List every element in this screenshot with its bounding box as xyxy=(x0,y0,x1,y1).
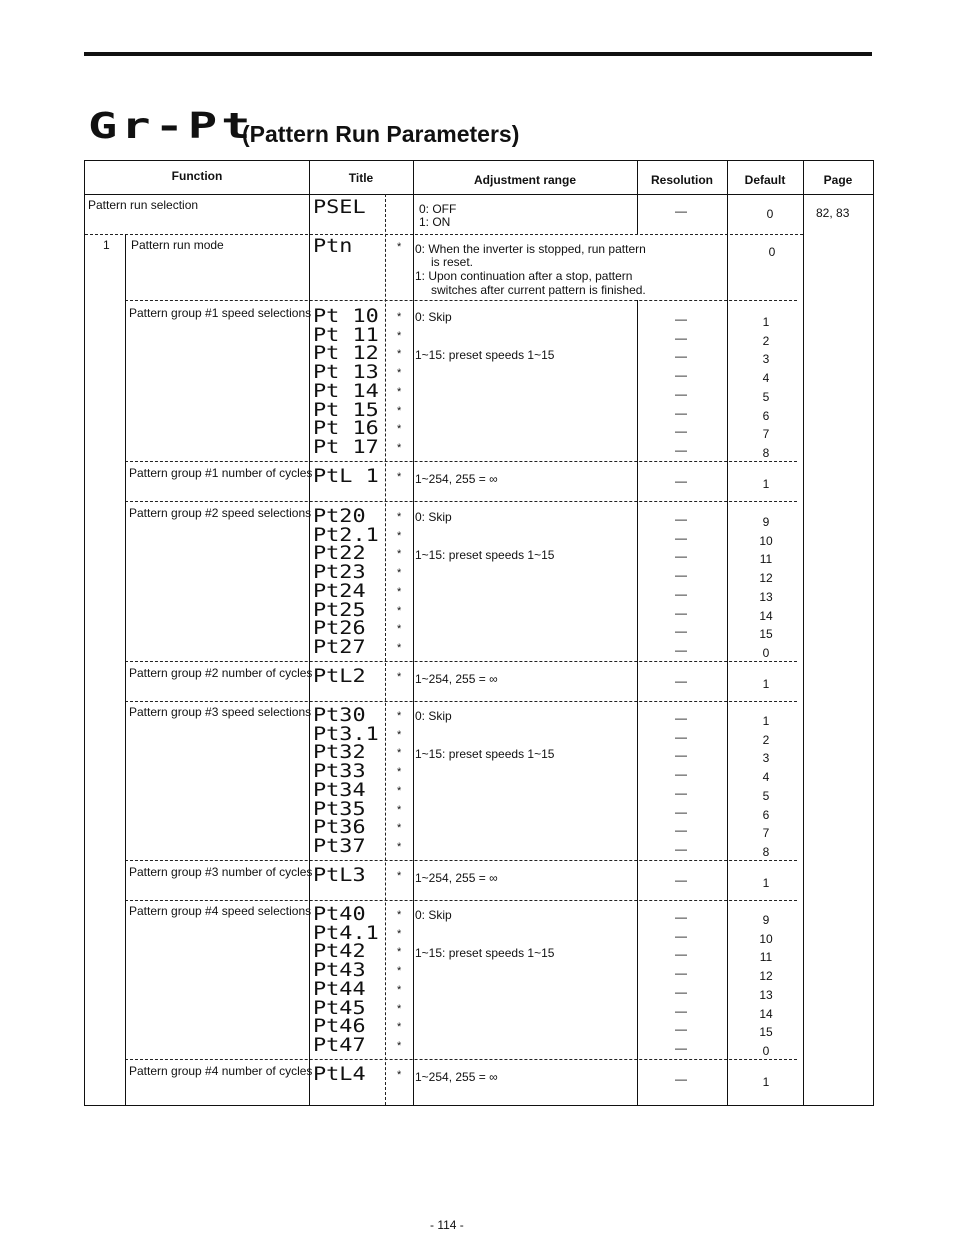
resolution-dash: — xyxy=(675,841,687,856)
group-range: 1~15: preset speeds 1~15 xyxy=(415,946,555,960)
cycles-default: 1 xyxy=(762,876,770,890)
cycles-code: PtL3 xyxy=(313,864,366,886)
star-mark: * xyxy=(397,385,402,398)
star-mark: * xyxy=(397,840,402,853)
group-range: 0: Skip xyxy=(415,709,452,723)
default-value: 13 xyxy=(759,589,773,604)
cycles-code: PtL 1 xyxy=(313,465,379,487)
row-default: 0 xyxy=(768,245,776,259)
star-mark: * xyxy=(397,1069,402,1081)
resolution-dash: — xyxy=(675,442,687,457)
default-value: 7 xyxy=(762,427,770,442)
col-function: Function xyxy=(171,169,223,183)
speed-code: Pt3.1 xyxy=(313,722,379,745)
row-page: 82, 83 xyxy=(816,206,850,220)
group-code: Gr-Pt xyxy=(88,106,255,147)
row-range: 1: Upon continuation after a stop, pattern xyxy=(415,269,633,283)
resolution-dash: — xyxy=(675,1040,687,1055)
resolution-dash: — xyxy=(675,386,687,401)
star-mark: * xyxy=(397,710,402,722)
star-mark: * xyxy=(397,946,402,959)
default-value: 11 xyxy=(759,552,773,567)
resolution-dash: — xyxy=(675,947,687,962)
star-mark: * xyxy=(397,623,402,636)
resolution-dash: — xyxy=(675,674,687,688)
speed-code: Pt36 xyxy=(313,816,366,839)
resolution-dash: — xyxy=(675,586,687,601)
speed-code: Pt 16 xyxy=(313,417,379,440)
default-value: 2 xyxy=(762,333,770,348)
speed-code: Pt35 xyxy=(313,797,366,820)
star-mark: * xyxy=(397,747,402,760)
col-range: Adjustment range xyxy=(473,173,576,187)
star-mark: * xyxy=(397,965,402,978)
row-range: switches after current pattern is finished. xyxy=(431,283,646,297)
resolution-dash: — xyxy=(675,549,687,564)
default-value: 12 xyxy=(759,969,773,984)
default-value: 2 xyxy=(762,732,770,747)
star-mark: * xyxy=(397,367,402,380)
default-value: 15 xyxy=(759,1025,773,1040)
star-mark: * xyxy=(397,404,402,417)
default-value: 5 xyxy=(762,788,770,803)
col-default: Default xyxy=(744,173,786,187)
cycles-range: 1~254, 255 = ∞ xyxy=(415,1070,498,1084)
col-resolution: Resolution xyxy=(651,173,713,187)
page-number: - 114 - xyxy=(430,1218,464,1232)
top-rule xyxy=(84,52,872,56)
col-page: Page xyxy=(823,173,853,187)
default-value: 10 xyxy=(759,533,773,548)
cycles-code: PtL2 xyxy=(313,665,366,687)
resolution-dash: — xyxy=(675,512,687,526)
star-mark: * xyxy=(397,329,402,342)
row-number: 1 xyxy=(103,238,110,252)
cycles-function: Pattern group #2 number of cycles xyxy=(129,666,313,680)
group-range: 1~15: preset speeds 1~15 xyxy=(415,747,555,761)
resolution-dash: — xyxy=(675,642,687,657)
star-mark: * xyxy=(397,766,402,779)
resolution-dash: — xyxy=(675,804,687,819)
star-mark: * xyxy=(397,909,402,921)
group-function: Pattern group #4 speed selections xyxy=(129,904,312,918)
cycles-range: 1~254, 255 = ∞ xyxy=(415,472,498,486)
default-value: 14 xyxy=(759,608,773,623)
resolution-dash: — xyxy=(675,424,687,439)
star-mark: * xyxy=(397,671,402,683)
speed-code: Pt44 xyxy=(313,977,366,1000)
default-value: 8 xyxy=(762,445,770,460)
page-title: (Pattern Run Parameters) xyxy=(242,121,520,147)
resolution-dash: — xyxy=(675,405,687,420)
speed-code: Pt45 xyxy=(313,996,366,1019)
cycles-default: 1 xyxy=(762,1075,770,1089)
speed-code: Pt32 xyxy=(313,741,366,764)
resolution-dash: — xyxy=(675,605,687,620)
resolution-dash: — xyxy=(675,312,687,326)
row-range: 0: OFF xyxy=(419,202,457,216)
speed-code: Pt 13 xyxy=(313,361,379,384)
star-mark: * xyxy=(397,641,402,654)
cycles-function: Pattern group #1 number of cycles xyxy=(129,466,313,480)
resolution-dash: — xyxy=(675,349,687,364)
speed-code: Pt 12 xyxy=(313,342,379,365)
group-function: Pattern group #2 speed selections xyxy=(129,506,312,520)
cycles-range: 1~254, 255 = ∞ xyxy=(415,672,498,686)
speed-code: Pt4.1 xyxy=(313,921,379,944)
star-mark: * xyxy=(397,548,402,561)
resolution-dash: — xyxy=(675,873,687,887)
speed-code: Pt27 xyxy=(313,635,366,658)
group-function: Pattern group #3 speed selections xyxy=(129,705,312,719)
star-mark: * xyxy=(397,803,402,816)
star-mark: * xyxy=(397,511,402,523)
default-value: 8 xyxy=(762,844,770,859)
default-value: 10 xyxy=(759,931,773,946)
cycles-function: Pattern group #3 number of cycles xyxy=(129,865,313,879)
resolution-dash: — xyxy=(675,785,687,800)
default-value: 6 xyxy=(762,408,770,423)
default-value: 12 xyxy=(759,571,773,586)
star-mark: * xyxy=(397,423,402,436)
speed-code: Pt2.1 xyxy=(313,523,379,546)
speed-code: Pt47 xyxy=(313,1033,366,1056)
row-range: is reset. xyxy=(431,255,474,269)
star-mark: * xyxy=(397,471,402,483)
speed-code: Pt46 xyxy=(313,1015,366,1038)
star-mark: * xyxy=(397,983,402,996)
row-resolution: — xyxy=(675,204,687,218)
speed-code: Pt26 xyxy=(313,617,366,640)
resolution-dash: — xyxy=(675,474,687,488)
group-function: Pattern group #1 speed selections xyxy=(129,306,312,320)
default-value: 1 xyxy=(762,714,770,728)
default-value: 0 xyxy=(762,645,770,660)
row-title-code: PSEL xyxy=(313,196,366,218)
speed-code: Pt33 xyxy=(313,760,366,783)
resolution-dash: — xyxy=(675,910,687,924)
star-mark: * xyxy=(397,241,402,253)
star-mark: * xyxy=(397,585,402,598)
default-value: 5 xyxy=(762,389,770,404)
speed-code: Pt25 xyxy=(313,598,366,621)
row-range: 0: When the inverter is stopped, run pattern xyxy=(415,242,646,256)
cycles-function: Pattern group #4 number of cycles xyxy=(129,1064,313,1078)
default-value: 14 xyxy=(759,1006,773,1021)
row-default: 0 xyxy=(766,207,774,221)
star-mark: * xyxy=(397,1002,402,1015)
default-value: 1 xyxy=(762,315,770,329)
default-value: 9 xyxy=(762,913,770,927)
star-mark: * xyxy=(397,1039,402,1052)
star-mark: * xyxy=(397,1021,402,1034)
resolution-dash: — xyxy=(675,966,687,981)
resolution-dash: — xyxy=(675,711,687,725)
group-range: 0: Skip xyxy=(415,510,452,524)
speed-code: Pt42 xyxy=(313,940,366,963)
resolution-dash: — xyxy=(675,1022,687,1037)
default-value: 3 xyxy=(762,751,770,766)
speed-code: Pt22 xyxy=(313,542,366,565)
speed-code: Pt40 xyxy=(313,903,366,925)
speed-code: Pt 10 xyxy=(313,305,379,327)
resolution-dash: — xyxy=(675,330,687,345)
resolution-dash: — xyxy=(675,368,687,383)
default-value: 15 xyxy=(759,627,773,642)
default-value: 3 xyxy=(762,352,770,367)
speed-code: Pt34 xyxy=(313,778,366,801)
star-mark: * xyxy=(397,728,402,741)
star-mark: * xyxy=(397,870,402,882)
parameter-table xyxy=(84,160,874,1106)
speed-code: Pt24 xyxy=(313,579,366,602)
star-mark: * xyxy=(397,311,402,323)
row-function: Pattern run mode xyxy=(131,238,224,252)
star-mark: * xyxy=(397,529,402,542)
row-function: Pattern run selection xyxy=(88,198,199,212)
resolution-dash: — xyxy=(675,530,687,545)
cycles-code: PtL4 xyxy=(313,1063,366,1085)
default-value: 13 xyxy=(759,987,773,1002)
star-mark: * xyxy=(397,567,402,580)
speed-code: Pt 17 xyxy=(313,435,379,458)
speed-code: Pt 14 xyxy=(313,379,379,402)
star-mark: * xyxy=(397,348,402,361)
default-value: 4 xyxy=(762,371,770,386)
default-value: 7 xyxy=(762,826,770,841)
speed-code: Pt43 xyxy=(313,959,366,982)
row-title-code: Ptn xyxy=(313,235,353,257)
group-range: 1~15: preset speeds 1~15 xyxy=(415,548,555,562)
cycles-range: 1~254, 255 = ∞ xyxy=(415,871,498,885)
resolution-dash: — xyxy=(675,823,687,838)
speed-code: Pt23 xyxy=(313,561,366,584)
row-range: 1: ON xyxy=(419,215,451,229)
resolution-dash: — xyxy=(675,729,687,744)
resolution-dash: — xyxy=(675,748,687,763)
speed-code: Pt 15 xyxy=(313,398,379,421)
default-value: 4 xyxy=(762,770,770,785)
star-mark: * xyxy=(397,441,402,454)
resolution-dash: — xyxy=(675,928,687,943)
speed-code: Pt30 xyxy=(313,704,366,726)
col-title: Title xyxy=(348,171,374,185)
star-mark: * xyxy=(397,927,402,940)
resolution-dash: — xyxy=(675,1072,687,1086)
default-value: 11 xyxy=(759,950,773,965)
cycles-default: 1 xyxy=(762,477,770,491)
star-mark: * xyxy=(397,604,402,617)
star-mark: * xyxy=(397,822,402,835)
resolution-dash: — xyxy=(675,1003,687,1018)
speed-code: Pt 11 xyxy=(313,323,379,346)
resolution-dash: — xyxy=(675,984,687,999)
group-range: 0: Skip xyxy=(415,310,452,324)
group-range: 0: Skip xyxy=(415,908,452,922)
speed-code: Pt20 xyxy=(313,505,366,527)
cycles-default: 1 xyxy=(762,677,770,691)
star-mark: * xyxy=(397,784,402,797)
group-range: 1~15: preset speeds 1~15 xyxy=(415,348,555,362)
default-value: 6 xyxy=(762,807,770,822)
speed-code: Pt37 xyxy=(313,834,366,857)
default-value: 0 xyxy=(762,1043,770,1058)
resolution-dash: — xyxy=(675,624,687,639)
resolution-dash: — xyxy=(675,767,687,782)
default-value: 9 xyxy=(762,515,770,529)
resolution-dash: — xyxy=(675,568,687,583)
